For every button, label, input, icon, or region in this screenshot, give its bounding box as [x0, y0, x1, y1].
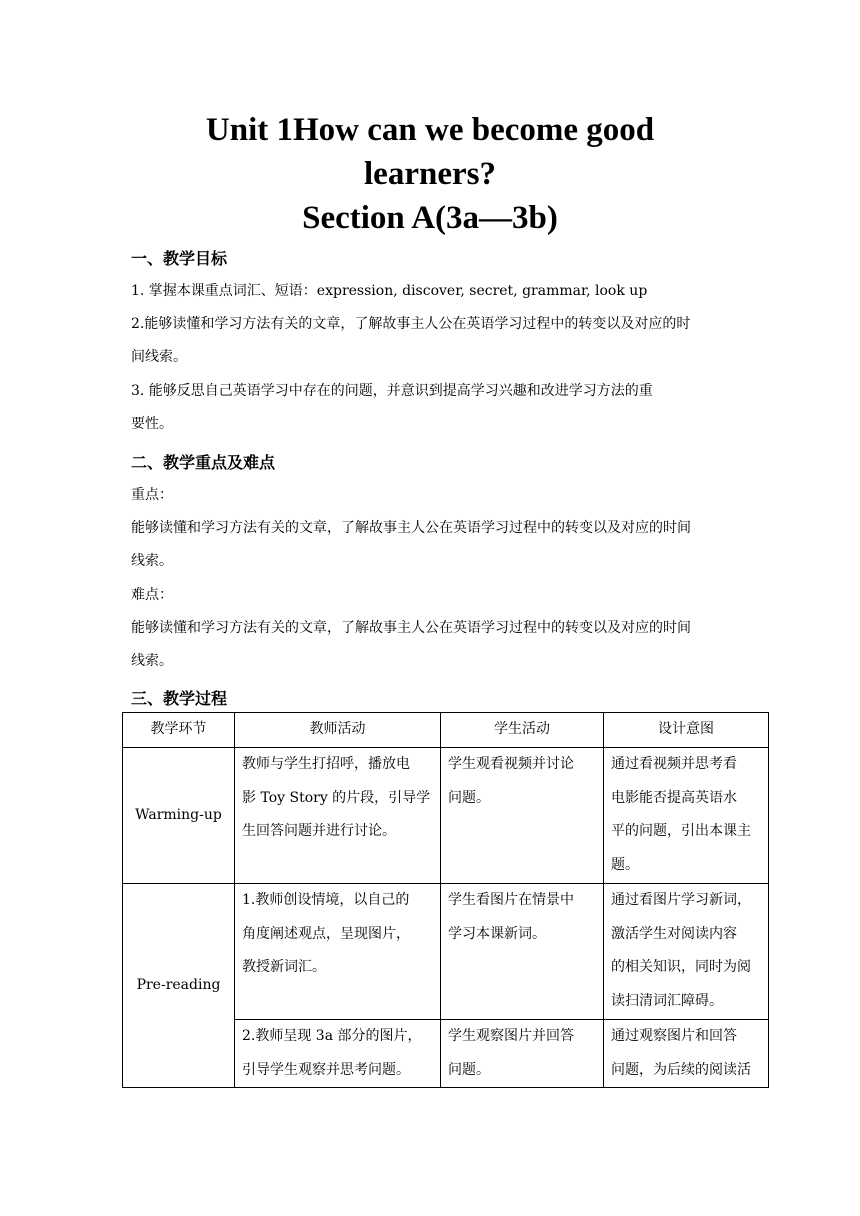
objective-2-line-1: 2.能够读懂和学习方法有关的文章，了解故事主人公在英语学习过程中的转变以及对应的时: [131, 316, 691, 332]
teacher-activity-cell: [235, 748, 441, 884]
section-1-heading: 一、教学目标: [131, 249, 228, 268]
cell-line: 角度阐述观点，呈现图片，: [242, 925, 410, 942]
cell-line: 生回答问题并进行讨论。: [242, 823, 396, 839]
cell-line: 问题。: [448, 1061, 490, 1078]
cell-line: 通过看视频并思考看: [611, 756, 737, 772]
title-line-1: Unit 1How can we become good: [205, 112, 655, 148]
header-teacher-activity: 教师活动: [235, 713, 441, 748]
teaching-process-table: [122, 712, 769, 1088]
design-intent-cell: [604, 1020, 769, 1088]
header-student-activity: 学生活动: [441, 713, 604, 748]
cell-line: 读扫清词汇障碍。: [611, 992, 723, 1009]
key-point-label: 重点：: [131, 487, 173, 503]
cell-line: 问题，为后续的阅读活: [611, 1061, 751, 1078]
student-activity-cell: [441, 884, 604, 1020]
header-design-intent: 设计意图: [604, 713, 769, 748]
design-intent-cell: [604, 748, 769, 884]
title-line-3: Section A(3a—3b): [302, 200, 558, 236]
objective-3-line-2: 要性。: [131, 416, 173, 432]
objective-2-line-2: 间线索。: [131, 349, 187, 365]
cell-line: 通过观察图片和回答: [611, 1028, 737, 1044]
title-line-2: learners?: [364, 156, 496, 192]
objective-1: 1. 掌握本课重点词汇、短语：expression, discover, secret, grammar, look up: [131, 283, 648, 299]
cell-line: 题。: [611, 856, 639, 873]
cell-line: 激活学生对阅读内容: [611, 925, 737, 942]
key-point-line-1: 能够读懂和学习方法有关的文章，了解故事主人公在英语学习过程中的转变以及对应的时间: [131, 520, 691, 536]
student-activity-cell: [441, 1020, 604, 1088]
section-2-heading: 二、教学重点及难点: [131, 453, 276, 472]
cell-line: 通过看图片学习新词，: [611, 892, 751, 908]
table-row: [123, 748, 769, 884]
cell-line: 教师与学生打招呼，播放电: [242, 756, 410, 772]
cell-line: 学生观察图片并回答: [448, 1028, 574, 1044]
cell-line: 平的问题，引出本课主: [611, 823, 751, 839]
cell-line: 电影能否提高英语水: [611, 789, 737, 806]
cell-line: 1.教师创设情境，以自己的: [242, 892, 410, 908]
document-title: [120, 108, 740, 240]
table-row: [123, 884, 769, 1020]
cell-line: 影 Toy Story 的片段，引导学: [242, 789, 431, 806]
key-point-line-2: 线索。: [131, 553, 173, 569]
teacher-activity-cell: [235, 884, 441, 1020]
header-stage: 教学环节: [123, 713, 235, 748]
cell-line: 学生看图片在情景中: [448, 892, 574, 908]
objective-3-line-1: 3. 能够反思自己英语学习中存在的问题，并意识到提高学习兴趣和改进学习方法的重: [131, 383, 653, 399]
stage-cell: Warming-up: [123, 748, 235, 884]
student-activity-cell: [441, 748, 604, 884]
teacher-activity-cell: [235, 1020, 441, 1088]
difficulty-label: 难点：: [131, 587, 173, 603]
cell-line: 引导学生观察并思考问题。: [242, 1061, 410, 1078]
table-header-row: [123, 713, 769, 748]
design-intent-cell: [604, 884, 769, 1020]
cell-line: 教授新词汇。: [242, 959, 326, 975]
cell-line: 2.教师呈现 3a 部分的图片，: [242, 1028, 422, 1044]
cell-line: 学习本课新词。: [448, 925, 546, 942]
section-3-heading: 三、教学过程: [131, 689, 228, 708]
difficulty-line-1: 能够读懂和学习方法有关的文章，了解故事主人公在英语学习过程中的转变以及对应的时间: [131, 620, 691, 636]
stage-cell: Pre-reading: [123, 884, 235, 1088]
cell-line: 学生观看视频并讨论: [448, 756, 574, 772]
difficulty-line-2: 线索。: [131, 653, 173, 669]
cell-line: 问题。: [448, 789, 490, 806]
cell-line: 的相关知识，同时为阅: [611, 959, 751, 975]
